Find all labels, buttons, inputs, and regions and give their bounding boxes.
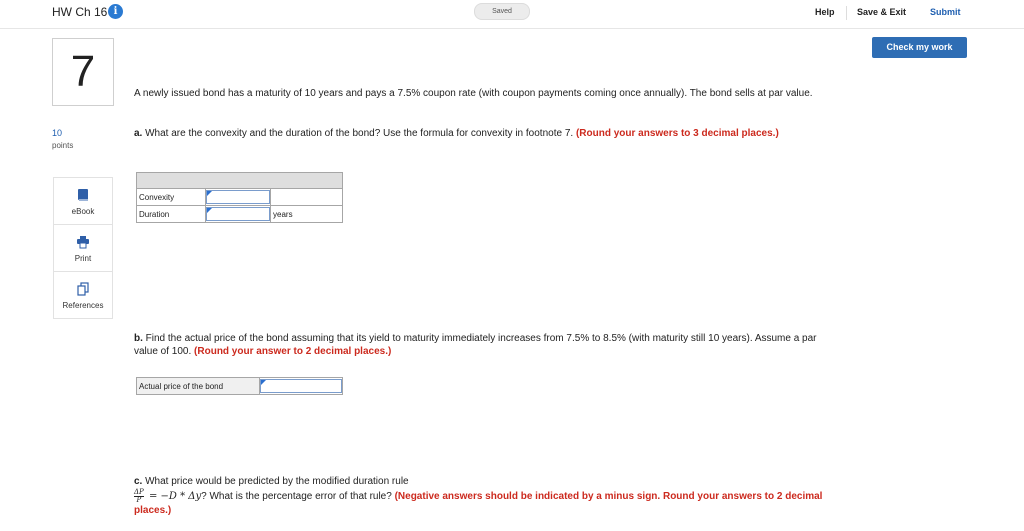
flag-icon bbox=[207, 191, 212, 196]
references-label: References bbox=[62, 301, 104, 310]
answer-table-a bbox=[136, 172, 343, 223]
part-b-text: Find the actual price of the bond assuming that its yield to maturity immediately increases from 7.5% to 8.5% (with maturity still 10 years). Assume a par value of 100. bbox=[134, 333, 817, 357]
points-value: 10 bbox=[52, 128, 63, 138]
actual-price-input[interactable] bbox=[260, 379, 342, 393]
check-my-work-button[interactable]: Check my work bbox=[872, 37, 967, 58]
actual-price-cell bbox=[260, 378, 343, 395]
table-row bbox=[137, 189, 343, 206]
references-icon bbox=[76, 282, 90, 296]
question-intro: A newly issued bond has a maturity of 10 years and pays a 7.5% coupon rate (with coupon payments coming once annually). The bond sells at par value. bbox=[134, 88, 813, 99]
ebook-button[interactable] bbox=[53, 177, 113, 225]
row-label-actual-price: Actual price of the bond bbox=[137, 378, 260, 395]
part-a-prefix: a. bbox=[134, 128, 143, 139]
duration-input[interactable] bbox=[206, 207, 270, 221]
formula-rest: = −D * Δy bbox=[145, 491, 202, 503]
table-row bbox=[137, 378, 343, 395]
save-exit-button[interactable]: Save & Exit bbox=[857, 7, 907, 17]
printer-icon bbox=[76, 235, 90, 249]
print-label: Print bbox=[74, 254, 92, 263]
flag-icon bbox=[261, 380, 266, 385]
part-c-text: What price would be predicted by the modified duration rule bbox=[142, 476, 409, 487]
formula-denominator: P bbox=[136, 496, 142, 504]
duration-cell bbox=[206, 206, 271, 223]
convexity-unit bbox=[271, 189, 343, 206]
answer-table-b bbox=[136, 377, 343, 395]
table-row bbox=[137, 206, 343, 223]
part-a-instruction: (Round your answers to 3 decimal places.) bbox=[575, 128, 779, 139]
question-number-box bbox=[52, 38, 114, 106]
question-number: 7 bbox=[70, 47, 96, 96]
row-label-convexity: Convexity bbox=[137, 189, 206, 206]
part-c-prompt bbox=[134, 475, 834, 488]
formula-fraction bbox=[134, 489, 144, 504]
divider bbox=[846, 6, 847, 20]
part-c-formula-line bbox=[134, 489, 834, 518]
assignment-title: HW Ch 16 bbox=[52, 5, 108, 19]
print-button[interactable] bbox=[53, 224, 113, 272]
help-button[interactable]: Help bbox=[815, 7, 835, 17]
row-label-duration: Duration bbox=[137, 206, 206, 223]
part-b-prompt bbox=[134, 332, 834, 358]
part-a-prompt bbox=[134, 127, 834, 140]
formula-numerator: ΔP bbox=[134, 488, 144, 496]
ebook-label: eBook bbox=[71, 207, 95, 216]
flag-icon bbox=[207, 208, 212, 213]
table-header-row bbox=[137, 173, 343, 189]
duration-unit: years bbox=[271, 206, 343, 223]
submit-button[interactable]: Submit bbox=[930, 7, 961, 17]
part-c-prefix: c. bbox=[134, 476, 143, 487]
points-label: points bbox=[52, 141, 74, 150]
top-bar bbox=[0, 0, 1024, 29]
part-b-instruction: (Round your answer to 2 decimal places.) bbox=[194, 346, 392, 357]
references-button[interactable] bbox=[53, 271, 113, 319]
table-header-cell bbox=[137, 173, 343, 189]
convexity-cell bbox=[206, 189, 271, 206]
info-icon[interactable]: i bbox=[108, 4, 123, 19]
part-c-text-2: ? What is the percentage error of that rule? bbox=[201, 491, 395, 503]
convexity-input[interactable] bbox=[206, 190, 270, 204]
part-a-text: What are the convexity and the duration of the bond? Use the formula for convexity in footnote 7. bbox=[142, 128, 576, 139]
part-c-instruction: (Negative answers should be indicated by a minus sign. Round your answers to 2 decimal places.) bbox=[134, 491, 823, 517]
saved-status-badge: Saved bbox=[474, 3, 530, 20]
part-b-prefix: b. bbox=[134, 333, 143, 344]
book-icon bbox=[76, 188, 90, 202]
